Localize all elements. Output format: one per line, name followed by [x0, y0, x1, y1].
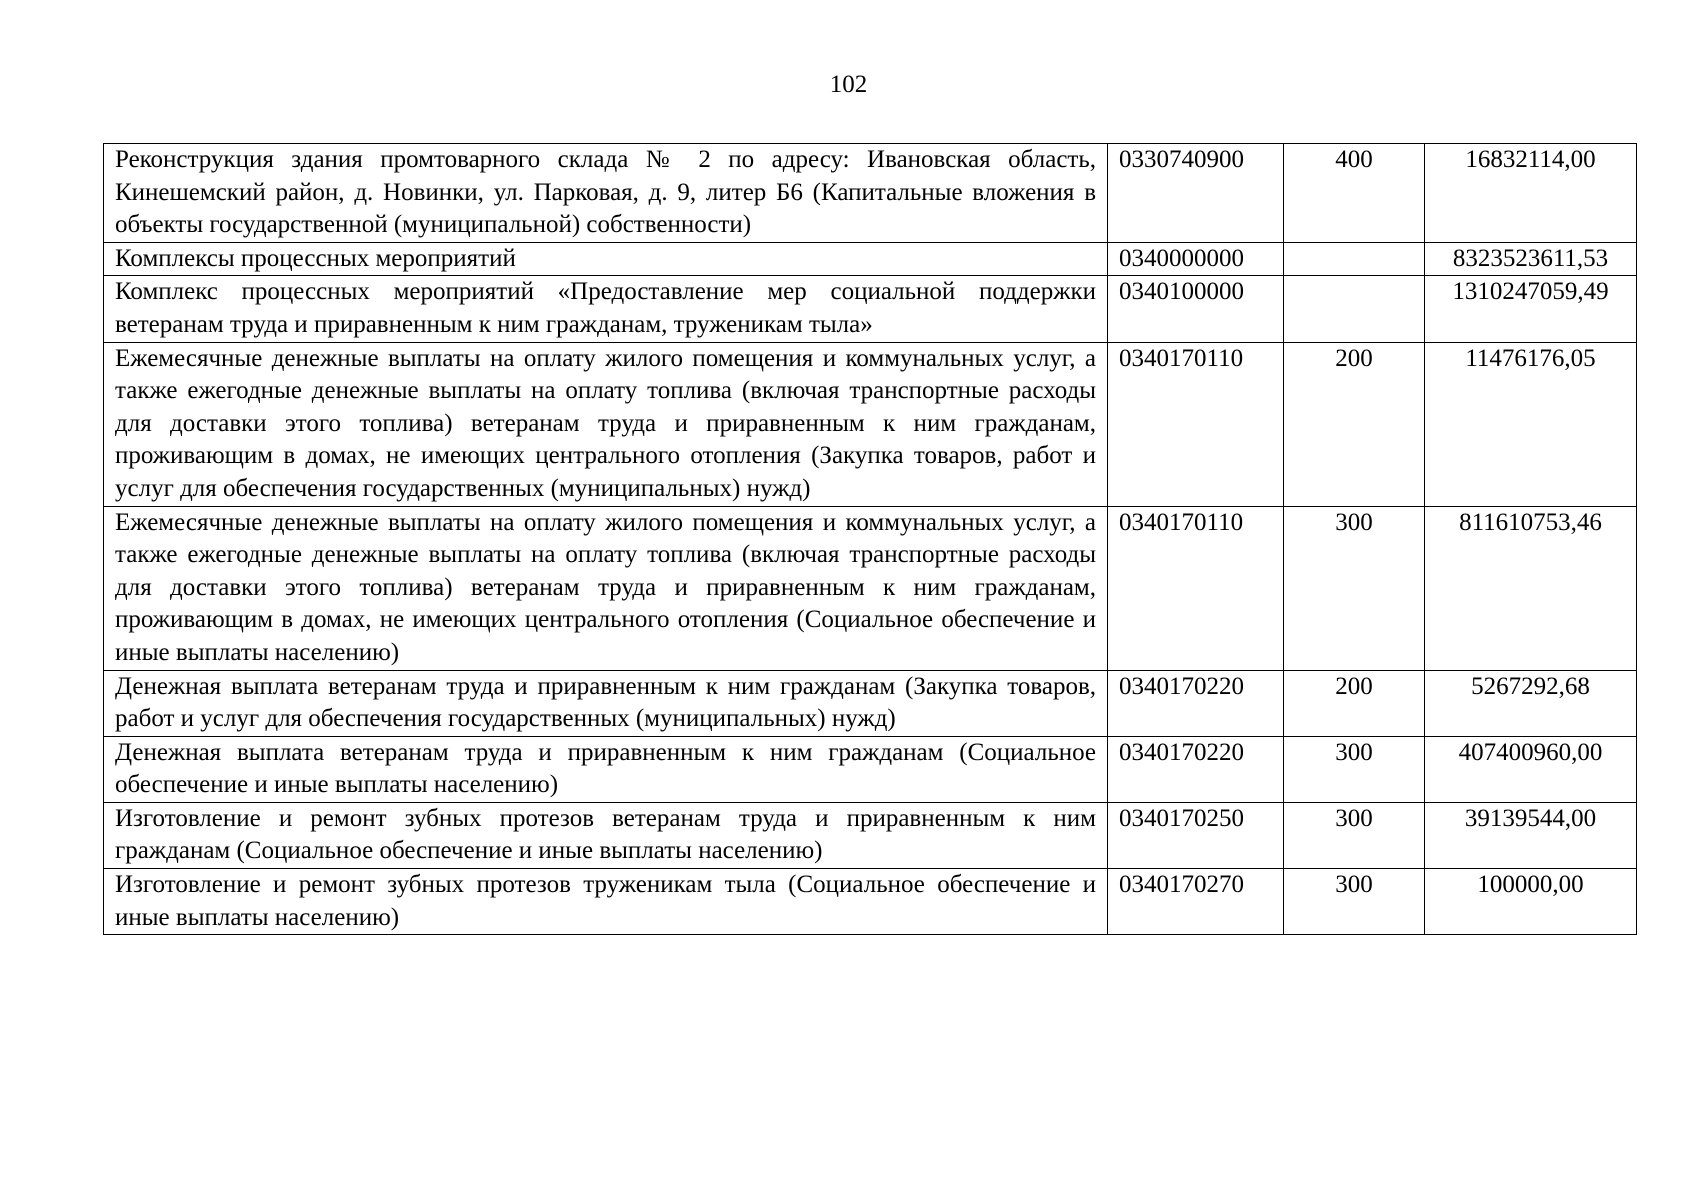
expense-name-cell: Ежемесячные денежные выплаты на оплату жилого помещения и коммунальных услуг, а также ежегодные денежные выплаты на оплату топлива (включая транспортные расходы для доставки этого топлива) ветеранам труда и приравненным к ним гражданам, проживающим в домах, не имеющих центрального отопления (Социальное обеспечение и иные выплаты населению) [104, 506, 1108, 670]
expense-type-cell [1284, 276, 1425, 342]
page-number: 102 [829, 71, 868, 98]
expense-name-cell: Изготовление и ремонт зубных протезов труженикам тыла (Социальное обеспечение и иные выплаты населению) [104, 869, 1108, 935]
expense-type-cell: 200 [1284, 342, 1425, 506]
expense-name-cell: Комплекс процессных мероприятий «Предоставление мер социальной поддержки ветеранам труда и приравненным к ним гражданам, труженикам тыла» [104, 276, 1108, 342]
expense-type-cell [1284, 242, 1425, 276]
expense-name-cell: Реконструкция здания промтоварного склада № 2 по адресу: Ивановская область, Кинешемский район, д. Новинки, ул. Парковая, д. 9, литер Б6 (Капитальные вложения в объекты государственной (муниципальной) собственности) [104, 144, 1108, 243]
amount-cell: 100000,00 [1425, 869, 1637, 935]
target-code-cell: 0330740900 [1108, 144, 1284, 243]
amount-cell: 407400960,00 [1425, 736, 1637, 802]
expense-type-cell: 300 [1284, 736, 1425, 802]
target-code-cell: 0340100000 [1108, 276, 1284, 342]
expense-type-cell: 300 [1284, 869, 1425, 935]
table-row [104, 242, 1637, 276]
expense-type-cell: 300 [1284, 802, 1425, 868]
table-row [104, 342, 1637, 506]
expense-name-cell: Денежная выплата ветеранам труда и приравненным к ним гражданам (Закупка товаров, работ и услуг для обеспечения государственных (муниципальных) нужд) [104, 670, 1108, 736]
table-row [104, 670, 1637, 736]
amount-cell: 811610753,46 [1425, 506, 1637, 670]
table-row [104, 802, 1637, 868]
amount-cell: 39139544,00 [1425, 802, 1637, 868]
table-row [104, 506, 1637, 670]
expense-name-cell: Денежная выплата ветеранам труда и приравненным к ним гражданам (Социальное обеспечение и иные выплаты населению) [104, 736, 1108, 802]
target-code-cell: 0340170220 [1108, 670, 1284, 736]
target-code-cell: 0340170110 [1108, 342, 1284, 506]
table-row [104, 869, 1637, 935]
expense-name-cell: Изготовление и ремонт зубных протезов ветеранам труда и приравненным к ним гражданам (Социальное обеспечение и иные выплаты населению) [104, 802, 1108, 868]
amount-cell: 16832114,00 [1425, 144, 1637, 243]
table-row [104, 276, 1637, 342]
target-code-cell: 0340170270 [1108, 869, 1284, 935]
budget-table [103, 143, 1637, 935]
amount-cell: 11476176,05 [1425, 342, 1637, 506]
table-row [104, 144, 1637, 243]
target-code-cell: 0340170250 [1108, 802, 1284, 868]
target-code-cell: 0340000000 [1108, 242, 1284, 276]
target-code-cell: 0340170110 [1108, 506, 1284, 670]
target-code-cell: 0340170220 [1108, 736, 1284, 802]
expense-type-cell: 300 [1284, 506, 1425, 670]
table-row [104, 736, 1637, 802]
expense-type-cell: 200 [1284, 670, 1425, 736]
expense-name-cell: Комплексы процессных мероприятий [104, 242, 1108, 276]
amount-cell: 5267292,68 [1425, 670, 1637, 736]
amount-cell: 1310247059,49 [1425, 276, 1637, 342]
amount-cell: 8323523611,53 [1425, 242, 1637, 276]
expense-name-cell: Ежемесячные денежные выплаты на оплату жилого помещения и коммунальных услуг, а также ежегодные денежные выплаты на оплату топлива (включая транспортные расходы для доставки этого топлива) ветеранам труда и приравненным к ним гражданам, проживающим в домах, не имеющих центрального отопления (Закупка товаров, работ и услуг для обеспечения государственных (муниципальных) нужд) [104, 342, 1108, 506]
expense-type-cell: 400 [1284, 144, 1425, 243]
